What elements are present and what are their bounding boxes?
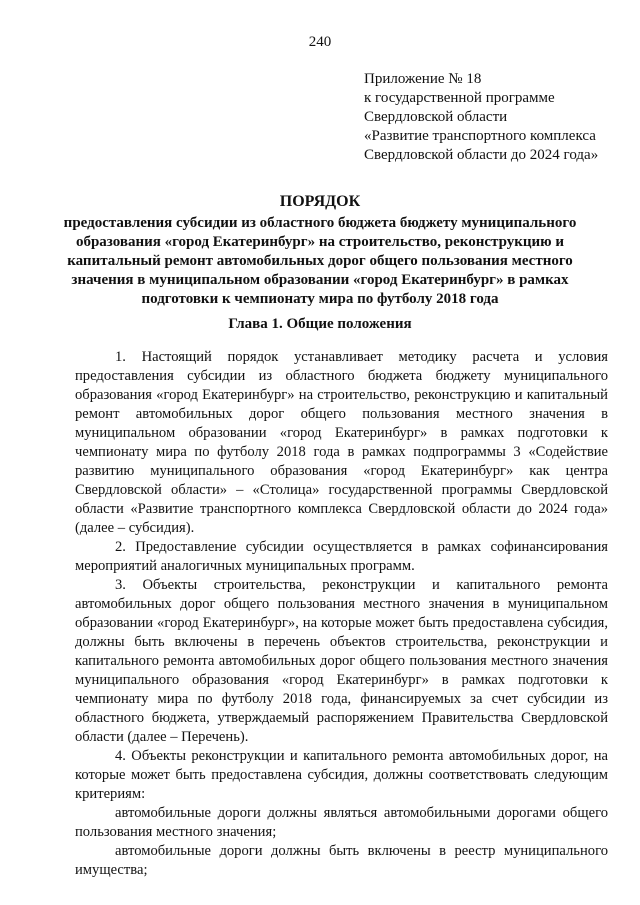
paragraph: автомобильные дороги должны быть включены в реестр муниципального имущества; xyxy=(75,843,608,878)
paragraph: автомобильные дороги должны являться автомобильными дорогами общего пользования местного значения; xyxy=(75,805,608,840)
appendix-line: Свердловской области до 2024 года» xyxy=(364,147,599,163)
paragraph: 4. Объекты реконструкции и капитального ремонта автомобильных дорог, на которые может быть предоставлена субсидия, должны соответствовать следующим критериям: xyxy=(75,748,608,802)
page-number: 240 xyxy=(308,34,332,50)
appendix-line: к государственной программе xyxy=(364,90,555,106)
paragraph: 1. Настоящий порядок устанавливает методику расчета и условия предоставления субсидии из областного бюджета бюджету муниципального образования «город Екатеринбург» на строительство, реконструкцию и капитальный ремонт автомобильных дорог общего пользования местного значения в муниципальном образовании «город Екатеринбург» в рамках подготовки к чемпионату мира по футболу 2018 года в рамках подпрограммы 3 «Содействие развитию муниципального образования «город Екатеринбург» как центра Свердловской области» – «Столица» государственной программы Свердловской области «Развитие транспортного комплекса Свердловской области до 2024 года» (далее – субсидия). xyxy=(75,349,608,536)
paragraph: 3. Объекты строительства, реконструкции и капитального ремонта автомобильных дорог общего пользования местного значения в муниципальном образовании «город Екатеринбург», на которые может быть предоставлена субсидия, должны быть включены в перечень объектов строительства, реконструкции и капитального ремонта автомобильных дорог общего пользования местного значения муниципального образования «город Екатеринбург» в рамках подготовки к чемпионату мира по футболу 2018 года, финансируемых за счет субсидии из областного бюджета, утверждаемый распоряжением Правительства Свердловской области (далее – Перечень). xyxy=(75,577,608,745)
appendix-line: «Развитие транспортного комплекса xyxy=(364,128,596,144)
document-title-block xyxy=(60,192,580,309)
chapter-heading: Глава 1. Общие положения xyxy=(228,316,412,332)
paragraph: 2. Предоставление субсидии осуществляется в рамках софинансирования мероприятий аналогичных муниципальных программ. xyxy=(75,539,608,574)
appendix-note xyxy=(364,70,598,165)
document-title: ПОРЯДОК xyxy=(279,193,361,210)
appendix-line: Приложение № 18 xyxy=(364,71,482,87)
appendix-line: Свердловской области xyxy=(364,109,508,125)
body-text xyxy=(75,348,608,880)
document-subtitle: предоставления субсидии из областного бюджета бюджету муниципального образования «город Екатеринбург» на строительство, реконструкцию и капитальный ремонт автомобильных дорог общего пользования местного значения в муниципальном образовании «город Екатеринбург» в рамках подготовки к чемпионату мира по футболу 2018 года xyxy=(63,215,577,307)
